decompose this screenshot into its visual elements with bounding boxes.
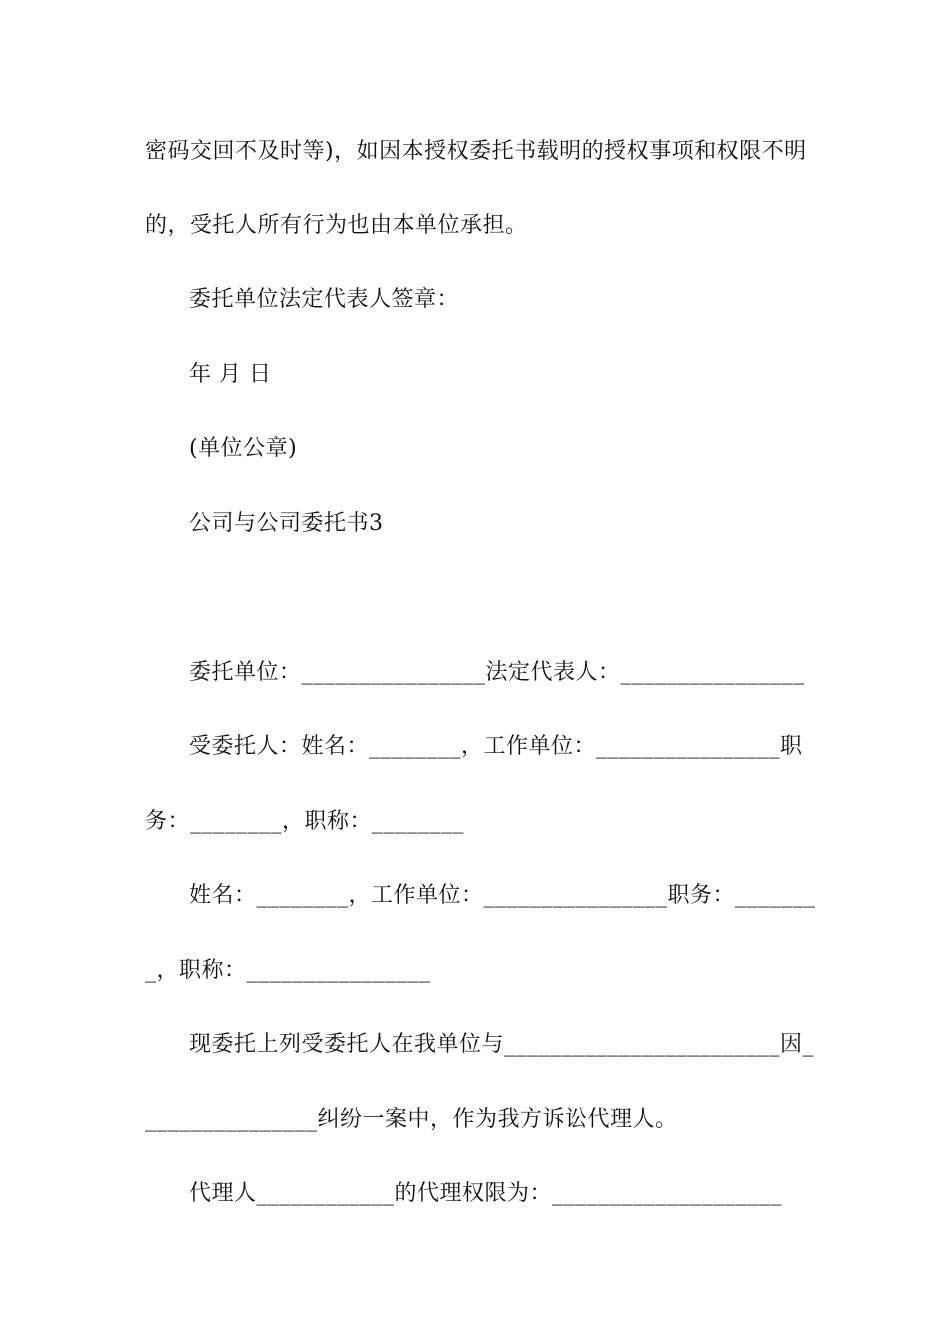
- date-line: 年 月 日: [189, 362, 272, 387]
- body-text-line: 现委托上列受委托人在我单位与________________________因_: [189, 1032, 815, 1057]
- body-text-line: _，职称：________________: [145, 958, 431, 983]
- signature-label: 委托单位法定代表人签章：: [189, 287, 460, 312]
- body-text-line: 姓名：________，工作单位：________________职务：_______: [189, 883, 816, 908]
- section-title: 公司与公司委托书3: [189, 511, 384, 536]
- company-seal-label: (单位公章): [189, 436, 298, 461]
- body-text-line: _______________纠纷一案中，作为我方诉讼代理人。: [145, 1107, 678, 1132]
- body-text-line: 代理人____________的代理权限为：____________________: [189, 1181, 783, 1206]
- body-text-line: 委托单位：________________法定代表人：________________: [189, 660, 805, 685]
- body-text-line: 的，受托人所有行为也由本单位承担。: [145, 213, 528, 238]
- body-text-line: 务：________，职称：________: [145, 809, 465, 834]
- body-text-line: 受委托人：姓名：________，工作单位：________________职: [189, 734, 803, 759]
- body-text-line: 密码交回不及时等)，如因本授权委托书载明的授权事项和权限不明: [145, 139, 807, 164]
